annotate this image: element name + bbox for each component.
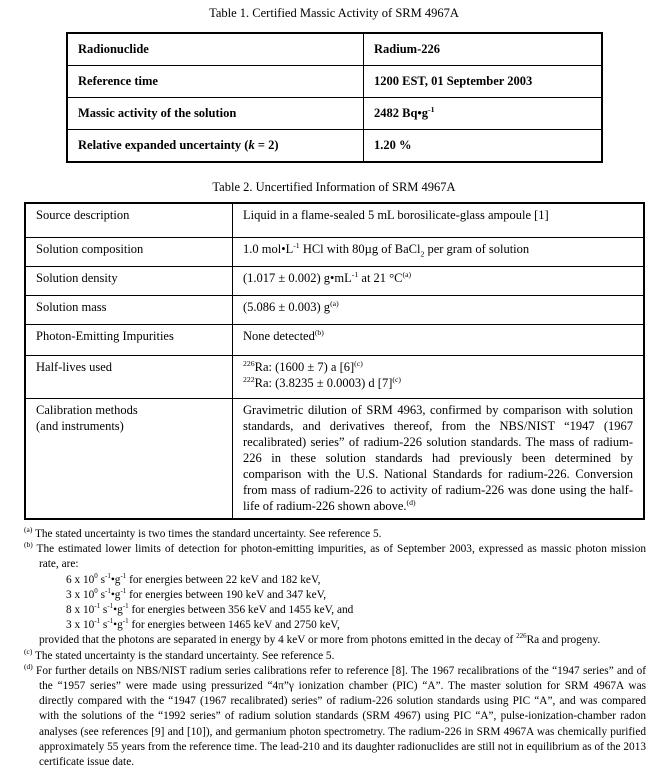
table2-value-solution-mass: (5.086 ± 0.003) $g^{(a)}$ bbox=[233, 296, 645, 325]
footnote-c-text: The stated uncertainty is the standard uncertainty. See reference 5. bbox=[34, 649, 335, 662]
table-row bbox=[67, 98, 602, 130]
detection-limit-line: 8 x $10^{-1}$ $s^{-1}•g^{-1}$ for energies between 356 keV and 1455 keV, and bbox=[66, 602, 354, 617]
table1-title: Table 1. Certified Massic Activity of SRM 4967A bbox=[209, 6, 459, 20]
table-row bbox=[25, 267, 644, 296]
table-row bbox=[25, 356, 644, 399]
footnote-b-marker: (b) bbox=[24, 540, 33, 550]
table2-value-solution-composition: 1.0 $mol•L^{-1}$ HCl with 80µg of BaCl$_2$ per gram of solution bbox=[233, 238, 645, 267]
detection-limit-line: 3 x $10^0$ $s^{-1}•g^{-1}$ for energies between 190 keV and 347 keV, bbox=[66, 587, 327, 601]
footnote-d-marker: (d) bbox=[24, 662, 33, 672]
table2-value-photon-impurities: None detected$^{(b)}$ bbox=[233, 325, 645, 356]
detection-limit-line: 6 x $10^0$ $s^{-1}•g^{-1}$ for energies between 22 keV and 182 keV, bbox=[66, 571, 321, 586]
footnotes-section bbox=[24, 527, 646, 770]
calibration-label-line1: Calibration methods bbox=[36, 403, 138, 417]
footnote-d bbox=[24, 664, 646, 770]
calibration-label-line2: (and instruments) bbox=[36, 419, 124, 433]
table2-label-half-lives: Half-lives used bbox=[25, 356, 233, 399]
table2-label-photon-impurities: Photon-Emitting Impurities bbox=[25, 325, 233, 356]
half-life-ra222: $^{222}$Ra: (3.8235 ± 0.0003) d $[7]^{(c)}$ bbox=[243, 374, 401, 390]
table-row bbox=[67, 66, 602, 98]
footnote-a-marker: (a) bbox=[24, 525, 33, 535]
table2-label-solution-density: Solution density bbox=[25, 267, 233, 296]
footnote-a-text: The stated uncertainty is two times the standard uncertainty. See reference 5. bbox=[34, 528, 382, 540]
table1-value-massic-activity: 2482 $Bq•g^{-1}$ bbox=[364, 98, 603, 130]
table2-label-solution-composition: Solution composition bbox=[25, 238, 233, 267]
footnote-b bbox=[24, 542, 646, 648]
table1-label-uncertainty: Relative expanded uncertainty (k = 2) bbox=[67, 130, 364, 163]
table2-title: Table 2. Uncertified Information of SRM 4967A bbox=[212, 180, 456, 194]
table2-value-source-description: Liquid in a flame-sealed 5 mL borosilicate-glass ampoule [1] bbox=[233, 203, 645, 238]
table2-value-half-lives bbox=[233, 356, 645, 399]
table1-value-radionuclide: Radium-226 bbox=[364, 33, 603, 66]
footnote-b-intro: The estimated lower limits of detection for photon-emitting impurities, as of September 2003, expressed as massic photon mission rate, are: bbox=[36, 543, 646, 571]
table1-label-massic-activity: Massic activity of the solution bbox=[67, 98, 364, 130]
table-row bbox=[67, 130, 602, 163]
half-life-ra226: $^{226}$Ra: (1600 ± 7) a $[6]^{(c)}$ bbox=[243, 358, 363, 374]
table2-value-solution-density: (1.017 ± 0.002) $g•mL^{-1}$ at 21 $^\circ C^{(a)}$ bbox=[233, 267, 645, 296]
detection-limit-line: 3 x $10^{-1}$ $s^{-1}•g^{-1}$ for energies between 1465 keV and 2750 keV, bbox=[66, 617, 340, 632]
table2-label-solution-mass: Solution mass bbox=[25, 296, 233, 325]
table1-label-radionuclide: Radionuclide bbox=[67, 33, 364, 66]
footnote-c bbox=[24, 646, 646, 664]
table2-label-source-description: Source description bbox=[25, 203, 233, 238]
certified-activity-table bbox=[66, 32, 603, 163]
uncertified-info-table bbox=[24, 202, 645, 520]
table2-value-calibration-methods: Gravimetric dilution of SRM 4963, confirmed by comparison with solution standards, and derivatives thereof, from the NBS/NIST “1947 (1967 recalibrated) series” of radium-226 solution standards. The mass of radium-226 in these solution standards had previously been determined by comparison with the U.S. National Standards for radium-226. Conversion from mass of radium-226 to activity of radium-226 was done using the half-life of radium-226 shown above.$^{(d)}$ bbox=[233, 399, 645, 520]
table-row bbox=[67, 33, 602, 66]
table-row bbox=[25, 296, 644, 325]
footnote-d-text: For further details on NBS/NIST radium series calibrations refer to reference [8]. The 1967 recalibrations of the “1947 series” and of the “1957 series” were made using pressurized “4π”γ ionization chamber (PIC) “A”. The master solution for SRM 4967A was directly compared with the “1947 (1967 recalibrated) series” of radium-226 solution standards using PIC “A”, and was compared with the solutions of the “1992 series” of radium solution standards (SRM 4967) using PIC “A”, pulse-ionization-chamber radon analyses (see references [9] and [10]), and germanium photon spectrometry. The radium-226 in SRM 4967A was chemically purified approximately 55 years from the reference time. The lead-210 and its daughter radionuclides are still not in equilibrium as of the 2013 certificate issue date. bbox=[36, 664, 646, 769]
table-row bbox=[25, 399, 644, 520]
table2-label-calibration-methods bbox=[25, 399, 233, 520]
table1-value-reference-time: 1200 EST, 01 September 2003 bbox=[364, 66, 603, 98]
footnote-b-tail: provided that the photons are separated in energy by 4 keV or more from photons emitted in the decay of $^{226}$Ra and progeny. bbox=[39, 632, 601, 647]
table-row bbox=[25, 203, 644, 238]
table-row bbox=[25, 325, 644, 356]
table1-label-reference-time: Reference time bbox=[67, 66, 364, 98]
footnote-a bbox=[24, 527, 646, 542]
table-row bbox=[25, 238, 644, 267]
table1-value-uncertainty: 1.20 % bbox=[364, 130, 603, 163]
footnote-c-marker: (c) bbox=[24, 646, 33, 656]
